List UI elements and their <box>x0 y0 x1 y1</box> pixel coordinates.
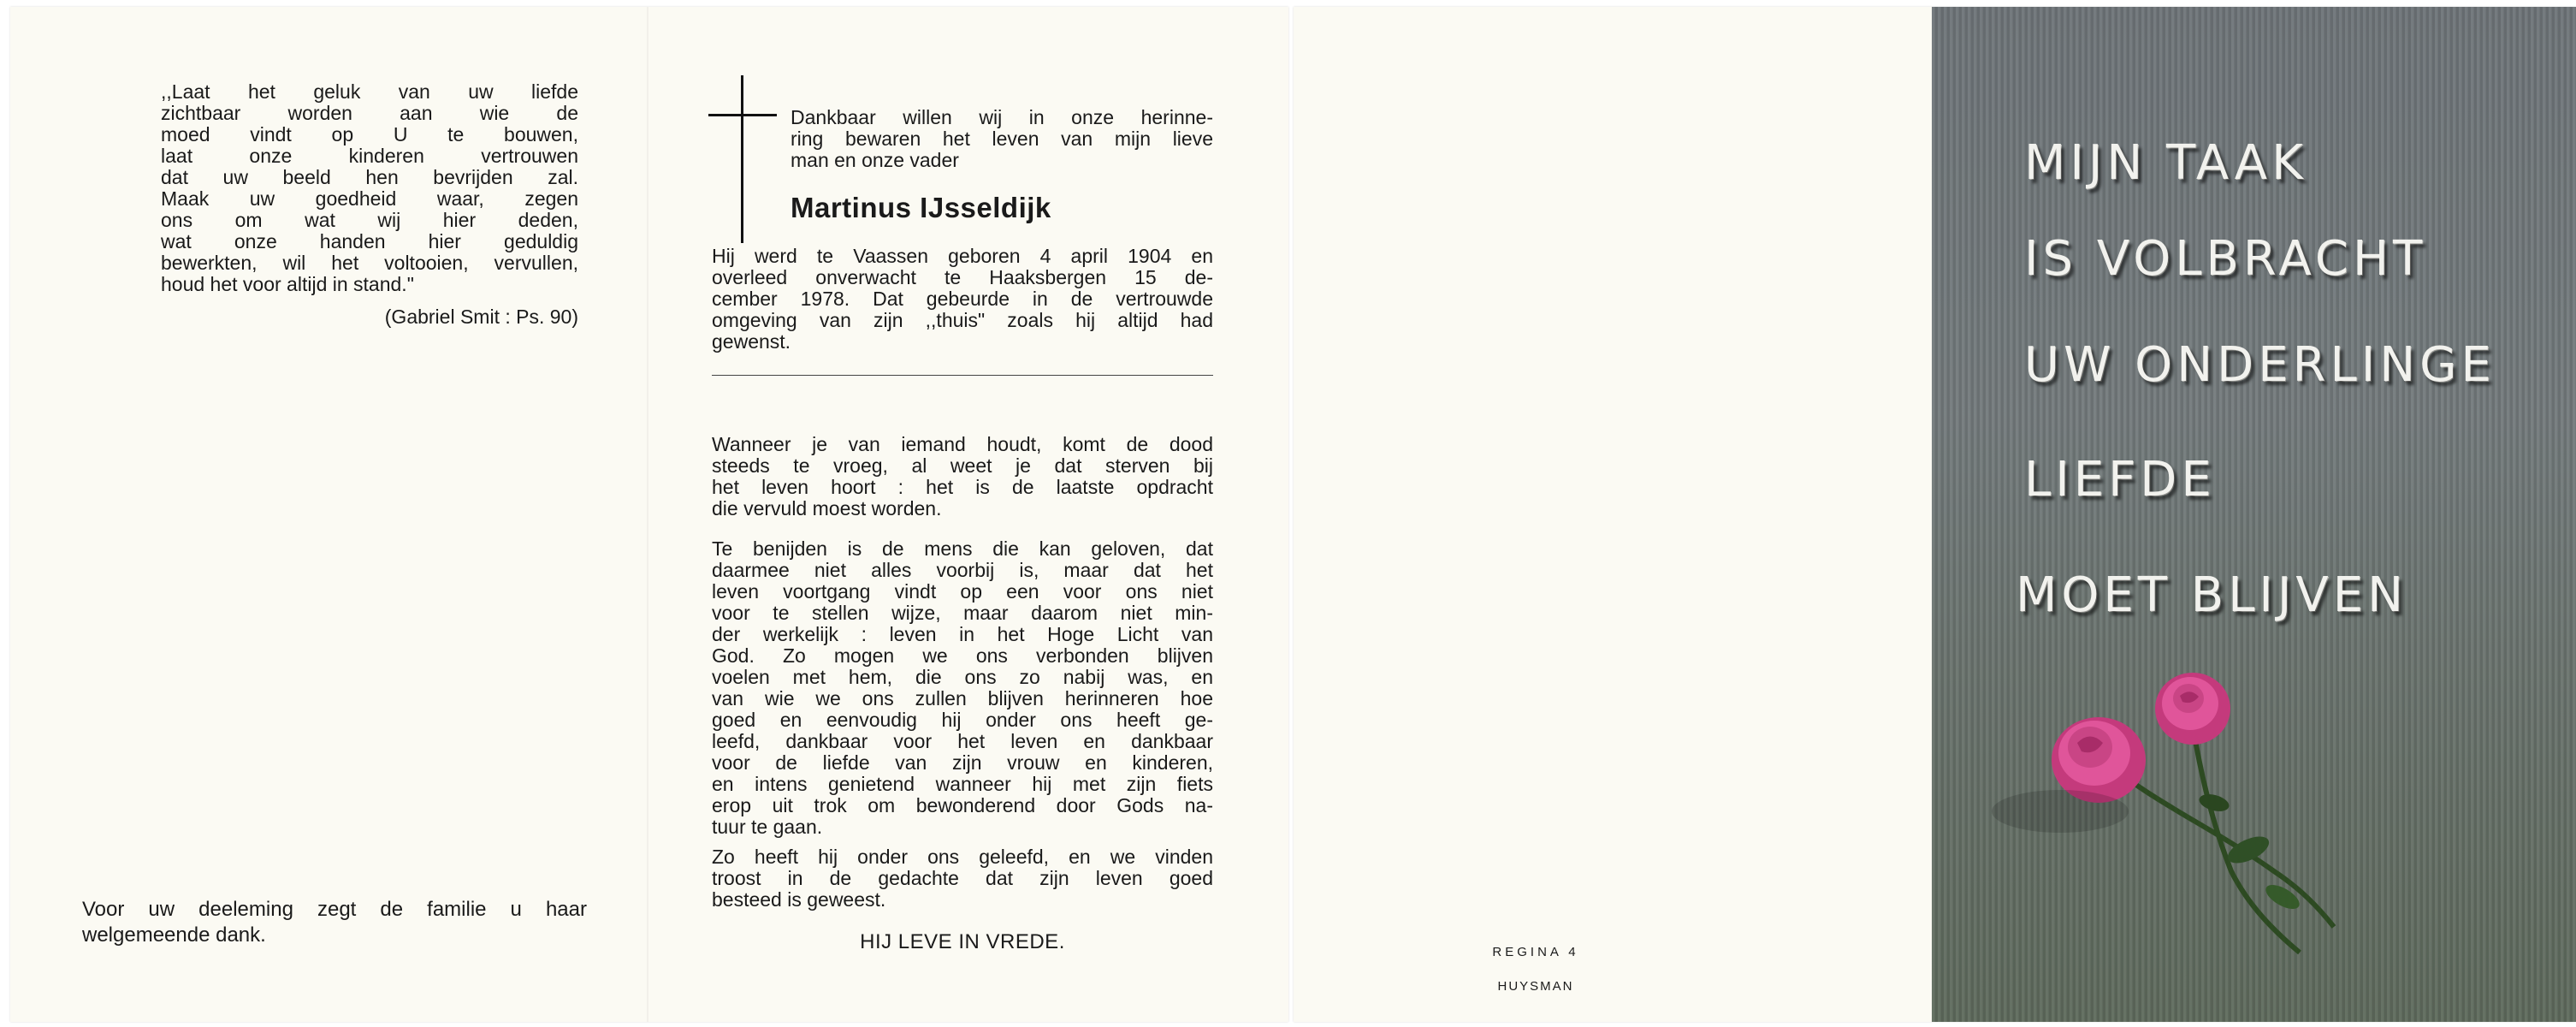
roses-icon <box>1932 7 2576 1022</box>
cross-icon <box>741 75 743 243</box>
rose-right <box>2155 673 2230 745</box>
para-line: tuur te gaan. <box>712 816 823 838</box>
para-line: der werkelijk : leven in het Hoge Licht van <box>712 623 1213 645</box>
para-line: Te benijden is de mens die kan geloven, dat <box>712 537 1213 560</box>
poem-line: moed vindt op U te bouwen, <box>161 123 578 145</box>
para-line: steeds te vroeg, al weet je dat sterven bij <box>712 454 1213 477</box>
memorial-intro <box>791 107 1213 171</box>
memorial-photo <box>1932 7 2576 1022</box>
bio-line: cember 1978. Dat gebeurde in de vertrouwde <box>712 288 1213 310</box>
poem <box>161 81 578 295</box>
poem-line: wat onze handen hier geduldig <box>161 230 578 252</box>
thanks-note <box>82 897 587 948</box>
rose-shadow <box>1992 790 2129 833</box>
para-line: daarmee niet alles voorbij is, maar dat het <box>712 559 1213 581</box>
photo-text-line: MIJN TAAK <box>2024 135 2307 191</box>
divider <box>712 375 1213 376</box>
para-line: voor te stellen wijze, maar daarom niet min- <box>712 602 1213 624</box>
poem-line: dat uw beeld hen bevrijden zal. <box>161 166 578 188</box>
rose-left <box>2052 717 2146 803</box>
para-line: God. Zo mogen we ons verbonden blijven <box>712 644 1213 667</box>
intro-line: Dankbaar willen wij in onze herinne- <box>791 106 1213 128</box>
poem-line: ,,Laat het geluk van uw liefde <box>161 80 578 103</box>
photo-text-line: LIEFDE <box>2024 452 2216 508</box>
paragraph-2 <box>712 538 1213 838</box>
para-line: voelen met hem, die ons zo nabij was, en <box>712 666 1213 688</box>
intro-line: man en onze vader <box>791 149 959 171</box>
thanks-line: welgemeende dank. <box>82 923 266 947</box>
para-line: troost in de gedachte dat zijn leven goed <box>712 867 1213 889</box>
para-line: die vervuld moest worden. <box>712 497 942 519</box>
photo-text-line: MOET BLIJVEN <box>2016 567 2408 623</box>
cross-icon-bar <box>708 114 777 116</box>
para-line: leefd, dankbaar voor het leven en dankbaar <box>712 730 1213 752</box>
bio-line: gewenst. <box>712 330 791 353</box>
poem-line: bewerkten, wil het voltooien, vervullen, <box>161 252 578 274</box>
para-line: goed en eenvoudig hij onder ons heeft ge- <box>712 709 1213 731</box>
para-line: leven voortgang vindt op een voor ons niet <box>712 580 1213 603</box>
para-line: besteed is geweest. <box>712 888 886 911</box>
para-line: erop uit trok om bewonderend door Gods na- <box>712 794 1213 816</box>
photo-text-line: IS VOLBRACHT <box>2024 231 2427 287</box>
poem-citation: (Gabriel Smit : Ps. 90) <box>384 306 578 328</box>
bio-line: Hij werd te Vaassen geboren 4 april 1904 en <box>712 245 1213 267</box>
fold-line <box>647 7 648 1022</box>
closing-line: HIJ LEVE IN VREDE. <box>860 930 1065 953</box>
bio-line: overleed onverwacht te Haaksbergen 15 de- <box>712 266 1213 288</box>
photo-text-line: UW ONDERLINGE <box>2024 337 2496 393</box>
para-line: Zo heeft hij onder ons geleefd, en we vinden <box>712 846 1213 868</box>
para-line: van wie we ons zullen blijven herinneren hoe <box>712 687 1213 709</box>
biography <box>712 246 1213 353</box>
printer-mark: HUYSMAN <box>1497 979 1574 994</box>
deceased-name: Martinus IJsseldijk <box>791 192 1051 223</box>
poem-line: laat onze kinderen vertrouwen <box>161 145 578 167</box>
poem-line: zichtbaar worden aan wie de <box>161 102 578 124</box>
para-line: Wanneer je van iemand houdt, komt de dood <box>712 433 1213 455</box>
paragraph-1 <box>712 434 1213 519</box>
para-line: het leven hoort : het is de laatste opdracht <box>712 476 1213 498</box>
thanks-line: Voor uw deeleming zegt de familie u haar <box>82 898 587 921</box>
bio-line: omgeving van zijn ,,thuis" zoals hij altijd had <box>712 309 1213 331</box>
poem-line: ons om wat wij hier deden, <box>161 209 578 231</box>
paragraph-3 <box>712 846 1213 911</box>
poem-line: houd het voor altijd in stand." <box>161 273 414 295</box>
intro-line: ring bewaren het leven van mijn lieve <box>791 128 1213 150</box>
publisher-mark: REGINA 4 <box>1492 945 1579 959</box>
para-line: voor de liefde van zijn vrouw en kinderen, <box>712 751 1213 774</box>
para-line: en intens genietend wanneer hij met zijn fiets <box>712 773 1213 795</box>
poem-line: Maak uw goedheid waar, zegen <box>161 187 578 210</box>
